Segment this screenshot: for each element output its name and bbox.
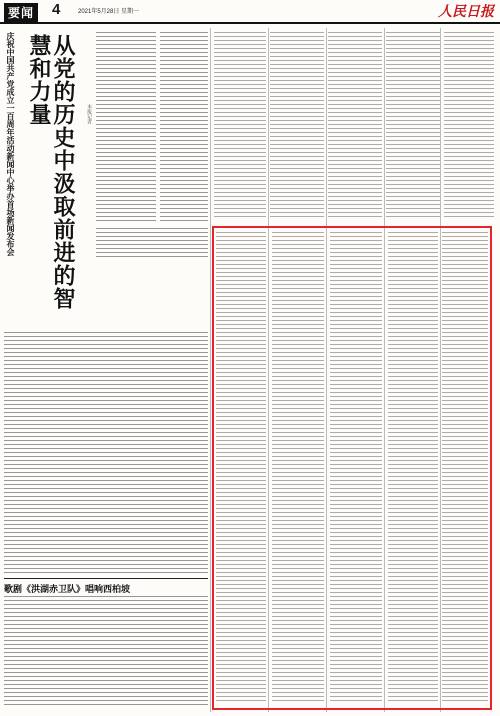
right-top-col-5 [444,32,494,220]
article-divider [4,578,208,579]
right-top-col-4 [386,32,440,220]
lead-title: 从党的历史中汲取前进的智慧和力量 [26,34,75,310]
lead-byline: 本报记者 [86,104,92,124]
masthead [0,0,500,24]
second-article-body [4,596,208,708]
second-article-title: 歌剧《洪湖赤卫队》唱响西柏坡 [4,585,131,595]
issue-date: 2021年5月28日 星期一 [78,9,140,15]
right-top-col-3 [328,32,382,220]
lead-body-block-3 [96,228,208,258]
lead-body-block-2 [160,32,208,222]
lead-body-block-1 [96,32,156,222]
highlight-frame [212,226,492,710]
right-top-col-2 [270,32,324,220]
lead-kicker: 庆祝中国共产党成立一百周年活动新闻中心举办首场新闻发布会 [6,32,16,256]
lead-body-block-4 [4,332,208,576]
lead-headline-block [4,28,80,328]
right-top-col-1 [214,32,266,220]
newspaper-logo: 人民日报 [438,4,494,20]
section-badge: 要闻 [4,3,38,22]
column-rule [210,28,211,712]
page-number: 4 [52,1,61,18]
